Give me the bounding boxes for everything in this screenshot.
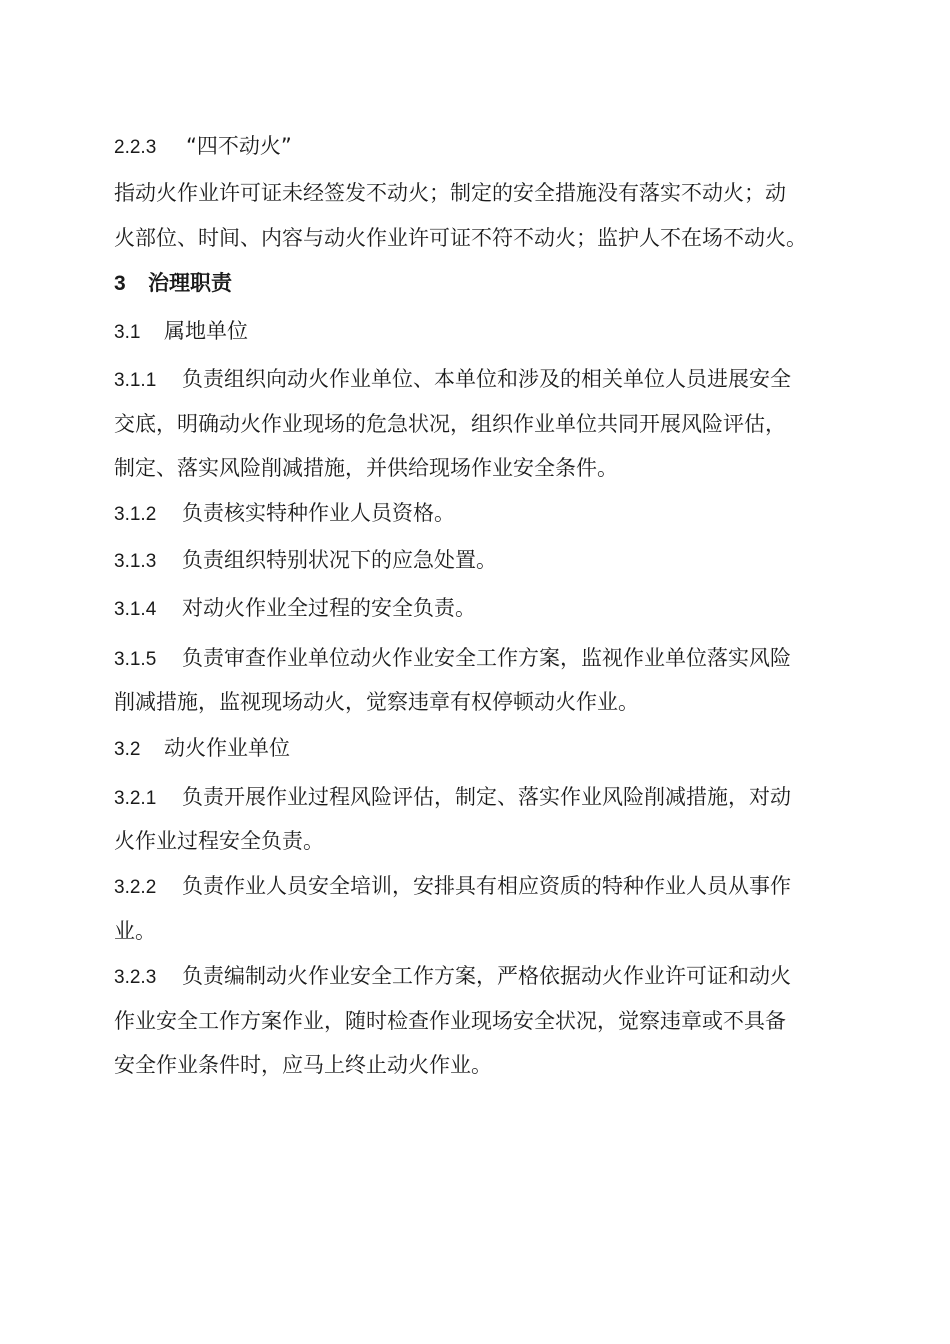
paragraph-line xyxy=(114,1050,844,1080)
paragraph-text: 削减措施，监视现场动火，觉察违章有权停顿动火作业。 xyxy=(114,690,639,714)
paragraph-line xyxy=(114,178,844,208)
paragraph-text: 火部位、时间、内容与动火作业许可证不符不动火；监护人不在场不动火。 xyxy=(114,226,807,250)
subsection-title: 动火作业单位 xyxy=(164,736,290,760)
subsection-title: 属地单位 xyxy=(164,319,248,343)
clause-text: “四不动火” xyxy=(186,134,292,158)
clause-number: 3.1.1 xyxy=(114,370,157,391)
paragraph-line xyxy=(114,826,844,856)
clause-3-1-2 xyxy=(114,498,844,530)
paragraph-line xyxy=(114,453,844,483)
paragraph-text: 业。 xyxy=(114,919,156,943)
subsection-number: 3.1 xyxy=(114,322,141,343)
clause-2-2-3-title xyxy=(114,131,844,163)
paragraph-line xyxy=(114,409,844,439)
clause-number: 2.2.3 xyxy=(114,137,157,158)
clause-number: 3.2.1 xyxy=(114,788,157,809)
clause-text: 负责核实特种作业人员资格。 xyxy=(182,501,455,525)
clause-3-2-3 xyxy=(114,961,844,993)
clause-text: 对动火作业全过程的安全负责。 xyxy=(182,596,476,620)
clause-text: 负责开展作业过程风险评估，制定、落实作业风险削减措施，对动 xyxy=(182,785,791,809)
clause-text: 负责组织向动火作业单位、本单位和涉及的相关单位人员进展安全 xyxy=(182,367,791,391)
paragraph-text: 指动火作业许可证未经签发不动火；制定的安全措施没有落实不动火；动 xyxy=(114,181,786,205)
section-number: 3 xyxy=(114,272,126,295)
subsection-number: 3.2 xyxy=(114,739,141,760)
clause-number: 3.1.4 xyxy=(114,599,157,620)
section-title: 治理职责 xyxy=(148,271,232,295)
subsection-3-1-heading xyxy=(114,316,844,348)
paragraph-line xyxy=(114,687,844,717)
paragraph-line xyxy=(114,916,844,946)
clause-3-1-4 xyxy=(114,593,844,625)
clause-text: 负责审查作业单位动火作业安全工作方案，监视作业单位落实风险 xyxy=(182,646,791,670)
paragraph-text: 安全作业条件时，应马上终止动火作业。 xyxy=(114,1053,492,1077)
clause-3-1-5 xyxy=(114,643,844,675)
subsection-3-2-heading xyxy=(114,733,844,765)
clause-3-1-1 xyxy=(114,364,844,396)
clause-number: 3.1.3 xyxy=(114,551,157,572)
clause-text: 负责作业人员安全培训，安排具有相应资质的特种作业人员从事作 xyxy=(182,874,791,898)
paragraph-text: 制定、落实风险削减措施，并供给现场作业安全条件。 xyxy=(114,456,618,480)
paragraph-text: 交底，明确动火作业现场的危急状况，组织作业单位共同开展风险评估， xyxy=(114,412,786,436)
paragraph-text: 作业安全工作方案作业，随时检查作业现场安全状况，觉察违章或不具备 xyxy=(114,1009,786,1033)
clause-3-2-2 xyxy=(114,871,844,903)
clause-text: 负责编制动火作业安全工作方案，严格依据动火作业许可证和动火 xyxy=(182,964,791,988)
paragraph-text: 火作业过程安全负责。 xyxy=(114,829,324,853)
clause-text: 负责组织特别状况下的应急处置。 xyxy=(182,548,497,572)
clause-number: 3.1.2 xyxy=(114,504,157,525)
paragraph-line xyxy=(114,223,844,253)
section-3-heading xyxy=(114,268,844,299)
clause-3-2-1 xyxy=(114,782,844,814)
paragraph-line xyxy=(114,1006,844,1036)
clause-number: 3.2.2 xyxy=(114,877,157,898)
clause-3-1-3 xyxy=(114,545,844,577)
clause-number: 3.2.3 xyxy=(114,967,157,988)
clause-number: 3.1.5 xyxy=(114,649,157,670)
